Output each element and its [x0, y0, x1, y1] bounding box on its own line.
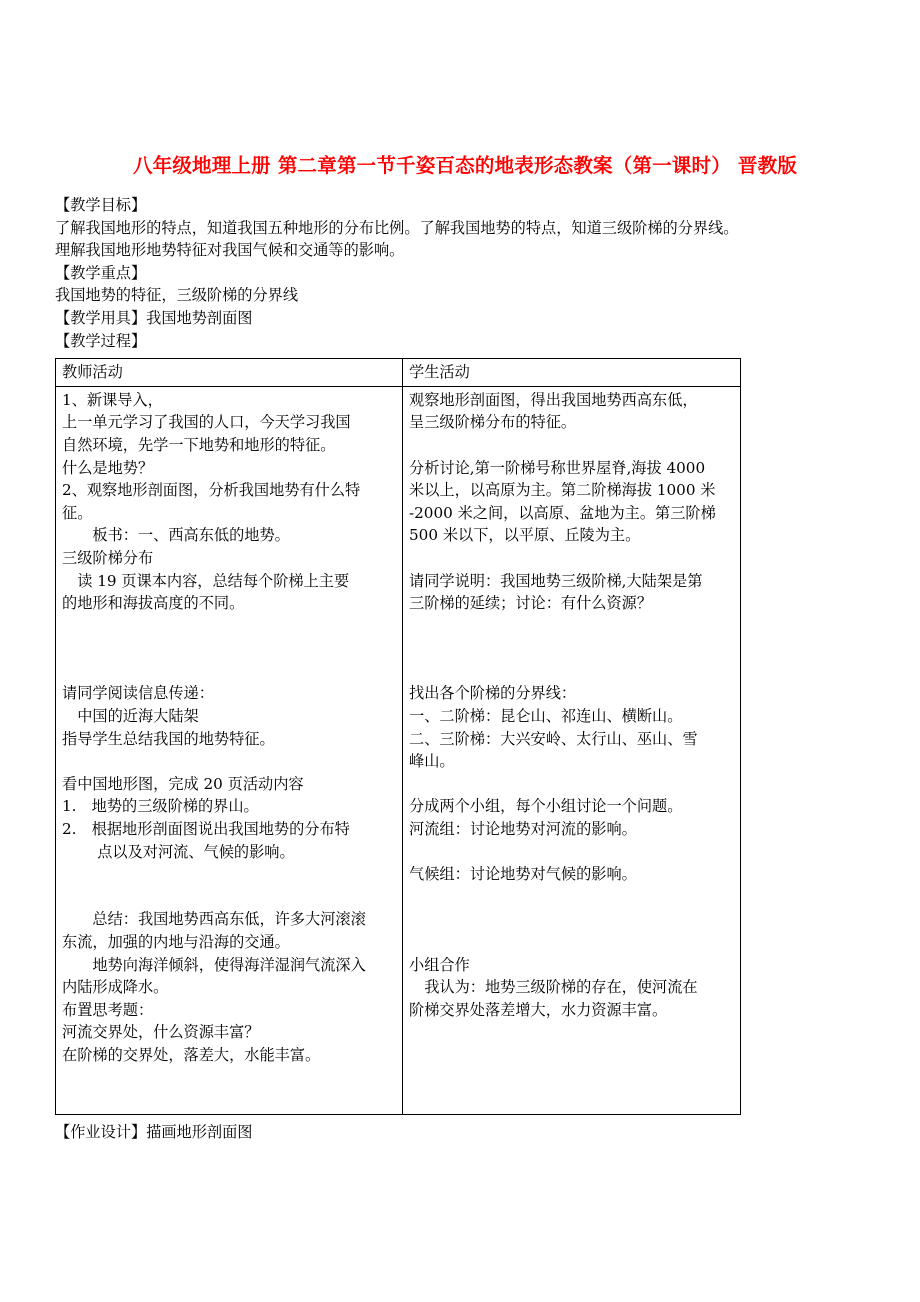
teacher-activity-line — [62, 660, 397, 683]
student-activity-line: 观察地形剖面图，得出我国地势西高东低， — [409, 390, 698, 409]
teacher-activity-line: 2. 根据地形剖面图说出我国地势的分布特 — [62, 820, 350, 839]
teacher-activity-line: 中国的近海大陆架 — [62, 707, 199, 726]
teacher-activity-line: 2、观察地形剖面图，分析我国地势有什么特 — [62, 481, 361, 500]
student-activity-line: 请同学说明：我国地势三级阶梯,大陆架是第 — [409, 571, 703, 590]
student-activity-line: 一、二阶梯：昆仑山、祁连山、横断山。 — [409, 707, 683, 726]
tools-line: 【教学用具】我国地势剖面图 — [55, 308, 253, 327]
student-activity-line — [409, 1089, 735, 1112]
teacher-activity-line: 河流交界处，什么资源丰富？ — [62, 1023, 260, 1042]
teacher-activity-line: 布置思考题： — [62, 1000, 154, 1019]
teacher-activity-line: 上一单元学习了我国的人口，今天学习我国 — [62, 413, 351, 432]
student-activity-line: 分析讨论,第一阶梯号称世界屋脊,海拔 4000 — [409, 458, 706, 477]
lesson-plan-table-wrapper — [55, 358, 716, 1115]
teacher-activity-line: 看中国地形图，完成 20 页活动内容 — [62, 774, 304, 793]
teacher-activity-line: 1. 地势的三级阶梯的界山。 — [62, 797, 259, 816]
teacher-activity-line: 什么是地势？ — [62, 458, 154, 477]
student-activity-line — [409, 615, 735, 638]
student-activity-line — [409, 908, 735, 931]
table-body-row — [56, 386, 741, 1114]
teacher-activity-line: 总结：我国地势西高东低，许多大河滚滚 — [62, 910, 366, 929]
student-activity-cell — [403, 386, 741, 1114]
teacher-activity-cell — [56, 386, 403, 1114]
teacher-activity-line: 内陆形成降水。 — [62, 978, 169, 997]
teacher-activity-line: 地势向海洋倾斜，使得海洋湿润气流深入 — [62, 955, 366, 974]
objective-line-2: 理解我国地形地势特征对我国气候和交通等的影响。 — [55, 241, 405, 260]
student-activity-line — [409, 1044, 735, 1067]
student-activity-line: 我认为：地势三级阶梯的存在，使河流在 — [409, 978, 698, 997]
student-activity-line: -2000 米之间，以高原、盆地为主。第三阶梯 — [409, 503, 716, 522]
student-activity-line: 二、三阶梯：大兴安岭、太行山、巫山、雪 — [409, 729, 698, 748]
teacher-activity-lines — [62, 389, 397, 1089]
teacher-activity-line: 自然环境，先学一下地势和地形的特征。 — [62, 435, 336, 454]
student-activity-line — [409, 1021, 735, 1044]
student-activity-lines — [409, 389, 735, 1112]
student-activity-line: 峰山。 — [409, 752, 455, 771]
teacher-activity-line: 的地形和海拔高度的不同。 — [62, 594, 245, 613]
process-heading: 【教学过程】 — [55, 331, 147, 350]
student-activity-line: 气候组：讨论地势对气候的影响。 — [409, 865, 637, 884]
teacher-activity-line — [62, 1067, 397, 1090]
student-activity-line — [409, 1067, 735, 1090]
student-activity-line: 米以上，以高原为主。第二阶梯海拔 1000 米 — [409, 481, 716, 500]
student-activity-line — [409, 773, 735, 796]
teacher-activity-line: 读 19 页课本内容，总结每个阶梯上主要 — [62, 571, 350, 590]
homework-line: 【作业设计】描画地形剖面图 — [55, 1122, 253, 1141]
student-activity-line: 500 米以下，以平原、丘陵为主。 — [409, 526, 641, 545]
student-activity-line: 找出各个阶梯的分界线： — [409, 684, 577, 703]
teacher-activity-line: 板书：一、西高东低的地势。 — [62, 526, 290, 545]
focus-line: 我国地势的特征，三级阶梯的分界线 — [55, 286, 298, 305]
teacher-activity-line: 请同学阅读信息传递： — [62, 684, 214, 703]
student-activity-line — [409, 434, 735, 457]
column-header-student: 学生活动 — [403, 359, 741, 387]
student-activity-line: 河流组：讨论地势对河流的影响。 — [409, 820, 637, 839]
focus-heading: 【教学重点】 — [55, 263, 147, 282]
teacher-activity-line: 指导学生总结我国的地势特征。 — [62, 729, 275, 748]
teacher-activity-line: 1、新课导入， — [62, 390, 163, 409]
teacher-activity-line — [62, 615, 397, 638]
objective-line-1: 了解我国地形的特点，知道我国五种地形的分布比例。了解我国地势的特点，知道三级阶梯的分界线。 — [55, 218, 739, 237]
student-activity-line: 阶梯交界处落差增大，水力资源丰富。 — [409, 1000, 668, 1019]
teacher-activity-line: 三级阶梯分布 — [62, 548, 154, 567]
page-title: 八年级地理上册 第二章第一节千姿百态的地表形态教案（第一课时） 晋教版 — [132, 154, 798, 177]
column-header-teacher: 教师活动 — [56, 359, 403, 387]
lesson-plan-table — [55, 358, 741, 1115]
student-activity-line — [409, 841, 735, 864]
student-activity-line — [409, 547, 735, 570]
teacher-activity-line — [62, 863, 397, 886]
student-activity-line — [409, 660, 735, 683]
student-activity-line — [409, 931, 735, 954]
student-activity-line: 分成两个小组，每个小组讨论一个问题。 — [409, 797, 683, 816]
teacher-activity-line: 东流，加强的内地与沿海的交通。 — [62, 933, 290, 951]
teacher-activity-line: 在阶梯的交界处，落差大，水能丰富。 — [62, 1045, 321, 1064]
student-activity-line: 三阶梯的延续；讨论：有什么资源？ — [409, 594, 652, 613]
teacher-activity-line: 征。 — [62, 503, 93, 522]
teacher-activity-line — [62, 886, 397, 909]
teacher-activity-line: 点以及对河流、气候的影响。 — [62, 842, 295, 861]
student-activity-line: 小组合作 — [409, 955, 470, 974]
teacher-activity-line — [62, 637, 397, 660]
student-activity-line — [409, 637, 735, 660]
student-activity-line — [409, 886, 735, 909]
objective-heading: 【教学目标】 — [55, 196, 147, 214]
table-header-row — [56, 359, 741, 387]
student-activity-line: 呈三级阶梯分布的特征。 — [409, 413, 577, 432]
document-content — [55, 152, 865, 1159]
teacher-activity-line — [62, 750, 397, 773]
